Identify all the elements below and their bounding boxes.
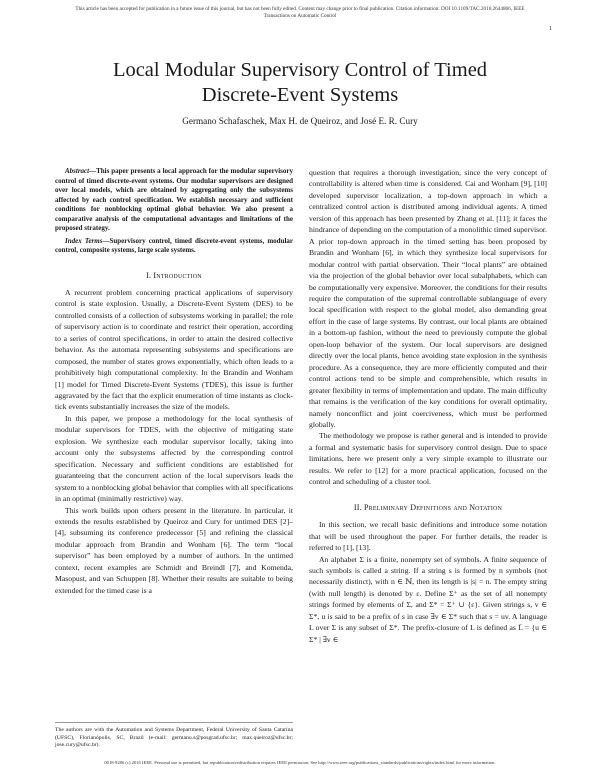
right-column: [309, 167, 547, 645]
index-terms-text: —Supervisory control, timed discrete-event systems, modular control, composite systems, large scale systems.: [55, 236, 294, 254]
intro-continuation: question that requires a thorough investigation, since the very concept of controllability is altered when time is considered. Cai and Wonham [9], [10] developed supervisor localization, a top-down approach in which a centralized control action is distributed among individual agents. A timed version of this approach has been presented by Zhang et al. [11]; it faces the hindrance of depending on the computation of a monolithic timed supervisor. A prior top-down approach in the timed setting has been proposed by Brandin and Wonham [6], in which they synthesize local supervisors for modular control with partial observation. Their “local plants” are obtained via the projection of the global behavior over local subalphabets, which can be computationally very expensive. Moreover, the conditions for their results require the computation of the supremal controllable sublanguage of every local specification with respect to the global model, also demanding great effort in the case of large systems. By contrast, our local plants are obtained in a bottom-up fashion, without the need to previously compute the global open-loop behavior of the system. Our local supervisors are designed directly over the local plants, hence avoiding state explosion in the synthesis procedure. As a consequence, they are more efficiently computed and their control actions tend to be simple and comprehensible, which results in greater flexibility in terms of implementation and update. The main difficulty that remains is the verification of the key conditions for overall optimality, namely nonconflict and joint coerciveness, which must be performed globally.: [309, 168, 547, 429]
journal-notice: [0, 6, 600, 19]
section-heading-introduction: I. Introduction: [146, 270, 202, 280]
left-column: [55, 167, 293, 596]
section-heading-preliminaries: II. Preliminary Definitions and Notation: [353, 502, 503, 512]
intro-paragraph-3: This work builds upon others present in the literature. In particular, it extends the results established by Queiroz and Cury for untimed DES [2]–[4], subsuming its conference predecessor [5] and refining the classical modular approach from Brandin and Wonham [6]. The term “local supervisor” has been employed by a number of authors. In the untimed context, recent examples are Schmidt and Breindl [7], and Komenda, Masopust, and van Schuppen [8]. Whether their results are suitable to being extended for the timed case is a: [55, 505, 293, 595]
copyright-line: 0018-9286 (c) 2016 IEEE. Personal use is permitted, but republication/redistribution requires IEEE permission. See http://www.ieee.org/publications_standards/publications/rights/index.html for more information.: [104, 760, 496, 765]
paper-title: [40, 58, 560, 108]
index-terms: [55, 237, 293, 256]
journal-notice-line1: This article has been accepted for publication in a future issue of this journal, but has not been fully edited. Content may change prior to final publication. Citation information: DOI 10.1109/TAC.2016.2644866, IEEE: [75, 6, 525, 12]
index-terms-label: Index Terms: [65, 236, 103, 245]
intro-paragraph-1: A recurrent problem concerning practical applications of supervisory control is state explosion. Usually, a Discrete-Event System (DES) to be controlled consists of a collection of subsystems working in parallel; the role of supervisory action is to coordinate and restrict their operation, according to a series of control specifications, in order to attain the desired collective behavior. As the automata representing subsystems and specifications are composed, the number of states grows exponentially, which often leads to a prohibitively high computational complexity. In the Brandin and Wonham [1] model for Timed Discrete-Event Systems (TDES), this issue is further aggravated by the fact that the explicit enumeration of time instants as clock-tick events substantially increases the size of the models.: [55, 287, 293, 412]
abstract-text: —This paper presents a local approach for the modular supervisory control of timed discrete-event systems. Our modular supervisors are designed over local models, which are obtained by aggregating only the subsystems affected by each control specification. We establish necessary and sufficient conditions for nonblocking optimal global behavior. We also present a comparative analysis of the computational advantages and limitations of the proposed strategy.: [55, 167, 293, 232]
methodology-paragraph: The methodology we propose is rather general and is intended to provide a formal and systematic basis for supervisory control design. Due to space limitations, here we present only a very simple example to illustrate our results. We refer to [12] for a more practical application, focused on the control and scheduling of a cluster tool.: [309, 431, 547, 487]
author-list: Germano Schafaschek, Max H. de Queiroz, and José E. R. Cury: [182, 116, 418, 126]
prelim-paragraph-1: In this section, we recall basic definitions and introduce some notation that will be used throughout the paper. For further details, the reader is referred to [1], [13].: [309, 520, 547, 553]
journal-notice-line2: Transactions on Automatic Control: [263, 12, 337, 19]
abstract-label: Abstract: [65, 167, 90, 175]
page-number: 1: [549, 26, 552, 32]
abstract: [55, 167, 293, 234]
prelim-paragraph-2: An alphabet Σ is a finite, nonempty set of symbols. A finite sequence of such symbols is called a string. If a string s is formed by n symbols (not necessarily distinct), with n ∈ ℕ, then its length is |s| = n. The empty string (with null length) is denoted by ε. Define Σ⁺ as the set of all nonempty strings formed by elements of Σ, and Σ* = Σ⁺ ∪ {ε}. Given strings s, v ∈ Σ*, u is said to be a prefix of s in case ∃v ∈ Σ* such that s = uv. A language L over Σ is any subset of Σ*. The prefix-closure of L is defined as L̄ = {u ∈ Σ* | ∃v ∈: [309, 554, 547, 644]
title-line-2: Discrete-Event Systems: [201, 84, 399, 106]
author-footnote: The authors are with the Automation and Systems Department, Federal University of Santa Catarina (UFSC), Florianópolis, SC, Brazil (e-mail: germano.s@posgrad.ufsc.br; max.queiroz@ufsc.br; jose.cury@ufsc.br).: [55, 722, 293, 750]
intro-paragraph-2: In this paper, we propose a methodology for the local synthesis of modular supervisors for TDES, with the objective of mitigating state explosion. We synthesize each modular supervisor locally, taking into account only the subsystems affected by the corresponding control specification. Necessary and sufficient conditions are established for guaranteeing that the concurrent action of the local supervisors leads the system to a nonblocking global behavior that complies with all specifications in an optimal (minimally restrictive) way.: [55, 413, 293, 504]
title-line-1: Local Modular Supervisory Control of Timed: [112, 59, 488, 81]
